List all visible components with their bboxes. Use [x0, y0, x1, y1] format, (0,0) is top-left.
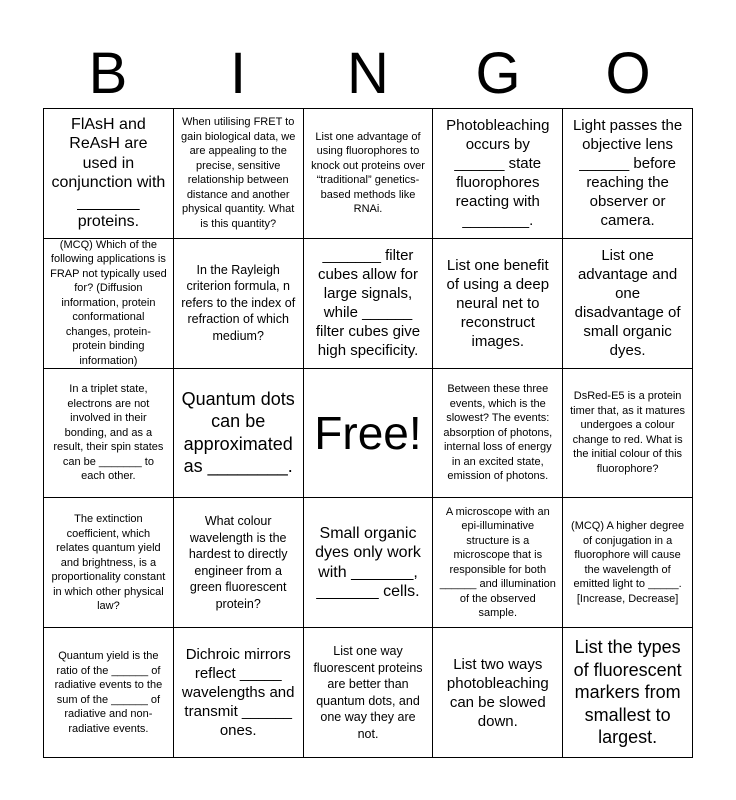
bingo-cell-20: (MCQ) A higher degree of conjugation in a fluorophore will cause the wavelength of emitted light to _____. [Increase, Decrease]: [563, 498, 693, 628]
bingo-cell-14: Between these three events, which is the slowest? The events: absorption of photons, internal loss of energy in an excited state, emission of photons.: [433, 369, 563, 499]
header-letter-b: B: [88, 41, 128, 106]
bingo-cell-4: Photobleaching occurs by ______ state fluorophores reacting with ________.: [433, 109, 563, 239]
bingo-cell-3: List one advantage of using fluorophores to knock out proteins over “traditional” genetics-based methods like RNAi.: [304, 109, 434, 239]
header-letter-i: I: [229, 41, 247, 106]
bingo-cell-12: Quantum dots can be approximated as ________.: [174, 369, 304, 499]
header-letter-n: N: [347, 41, 389, 106]
bingo-cell-17: What colour wavelength is the hardest to directly engineer from a green fluorescent protein?: [174, 498, 304, 628]
bingo-cell-9: List one benefit of using a deep neural net to reconstruct images.: [433, 239, 563, 369]
free-space: Free!: [304, 369, 434, 499]
bingo-cell-15: DsRed-E5 is a protein timer that, as it matures undergoes a colour change to red. What is the initial colour of this fluorophore?: [563, 369, 693, 499]
bingo-cell-23: List one way fluorescent proteins are better than quantum dots, and one way they are not.: [304, 628, 434, 758]
bingo-header: [43, 40, 693, 108]
bingo-cell-11: In a triplet state, electrons are not involved in their bonding, and as a result, their spin states can be _______ to each other.: [44, 369, 174, 499]
bingo-cell-2: When utilising FRET to gain biological data, we are appealing to the precise, sensitive relationship between distance and another physical quantity. What is this quantity?: [174, 109, 304, 239]
header-letter-o: O: [605, 41, 651, 106]
bingo-cell-19: A microscope with an epi-illuminative structure is a microscope that is responsible for both ______ and illumination of the observed sample.: [433, 498, 563, 628]
bingo-cell-25: List the types of fluorescent markers from smallest to largest.: [563, 628, 693, 758]
bingo-cell-5: Light passes the objective lens ______ before reaching the observer or camera.: [563, 109, 693, 239]
bingo-cell-1: FlAsH and ReAsH are used in conjunction with _______ proteins.: [44, 109, 174, 239]
bingo-grid: [43, 108, 693, 758]
bingo-cell-21: Quantum yield is the ratio of the ______ of radiative events to the sum of the ______ of radiative and non-radiative events.: [44, 628, 174, 758]
bingo-cell-7: In the Rayleigh criterion formula, n refers to the index of refraction of which medium?: [174, 239, 304, 369]
bingo-cell-16: The extinction coefficient, which relates quantum yield and brightness, is a proportionality constant in which other physical law?: [44, 498, 174, 628]
bingo-cell-22: Dichroic mirrors reflect _____ wavelengths and transmit ______ ones.: [174, 628, 304, 758]
bingo-cell-10: List one advantage and one disadvantage of small organic dyes.: [563, 239, 693, 369]
bingo-cell-8: _______ filter cubes allow for large signals, while ______ filter cubes give high specificity.: [304, 239, 434, 369]
bingo-cell-24: List two ways photobleaching can be slowed down.: [433, 628, 563, 758]
bingo-cell-18: Small organic dyes only work with _______, _______ cells.: [304, 498, 434, 628]
header-letter-g: G: [475, 41, 521, 106]
bingo-cell-6: (MCQ) Which of the following applications is FRAP not typically used for? (Diffusion information, protein conformational changes, protein-protein binding information): [44, 239, 174, 369]
